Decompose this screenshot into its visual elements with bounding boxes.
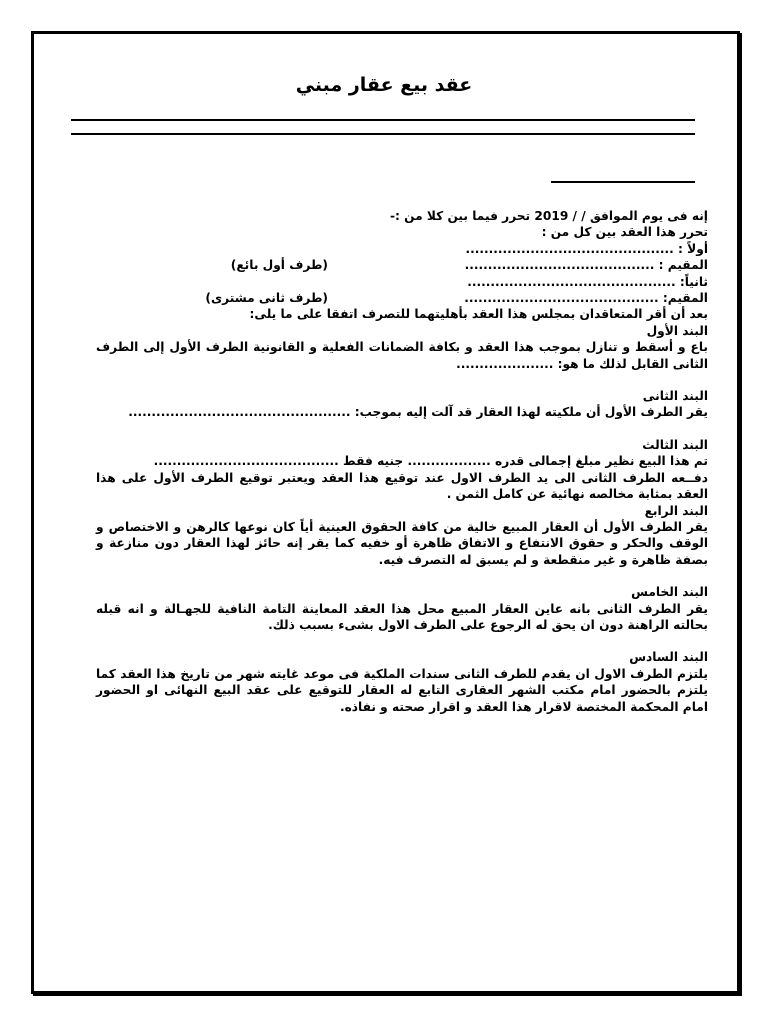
- first-party-residence: المقيم : .........................................: [464, 258, 708, 273]
- clause-5-heading: البند الخامس: [631, 585, 708, 600]
- clause-6-heading: البند السادس: [629, 650, 708, 665]
- first-party-label: أولاً : .............................................: [465, 241, 708, 256]
- title-divider-bottom: [71, 133, 695, 135]
- clause-3-price: تم هذا البيع نظير مبلغ إجمالى قدره .................. جنيه فقط ........................................: [153, 454, 708, 469]
- intro-line-2: تحرر هذا العقد بين كل من :: [541, 225, 708, 240]
- clause-4-heading: البند الرابع: [644, 503, 708, 518]
- second-party-role: (طرف ثانى مشترى): [205, 291, 328, 306]
- clause-5-text: يقر الطرف الثانى بانه عاين العقار المبيع محل هذا العقد المعاينة التامة النافية للجهـالة و انه قبله بحالته الراهنة دون ان يحق له الرجوع على الطرف الاول بشىء بسبب ذلك.: [96, 601, 708, 632]
- first-party-row: [96, 257, 708, 273]
- contract-body: [96, 208, 708, 715]
- second-party-row: [96, 290, 708, 306]
- clause-4-text: يقر الطرف الأول أن العقار المبيع خالية من كافة الحقوق العينية أياً كان نوعها كالرهن و الاختصاص و الوقف والحكر و حقوق الانتفاع و الاتفاق ظاهرة أو خفيه كما يقر إنه حائز لهذا العقار دون منازعة و بصفة ظاهرة و غير منقطعة و لم يسبق له التصرف فيه.: [96, 519, 708, 567]
- clause-3-text: دفــعه الطرف الثانى الى يد الطرف الاول عند توقيع هذا العقد ويعتبر توقيع الطرف الأول على هذا العقد بمثابة مخالصه نهائية عن كامل الثمن .: [96, 470, 708, 502]
- second-party-label: ثانياً: .............................................: [467, 274, 708, 289]
- clause-6-text: يلتزم الطرف الاول ان يقدم للطرف الثانى سندات الملكية فى موعد غايته شهر من تاريخ هذا العقد كما يلتزم بالحضور امام مكتب الشهر العقارى التابع له العقار للتوقيع على عقد البيع النهائى او الحضور امام المحكمة المختصة لاقرار هذا العقد و اقرار صحته و نفاذه.: [96, 666, 708, 714]
- clause-2-text: يقر الطرف الأول أن ملكيته لهذا العقار قد آلت إليه بموجب: ................................................: [128, 405, 708, 420]
- clause-1-text: باع و أسقط و تنازل بموجب هذا العقد و بكافة الضمانات الفعلية و القانونية الطرف الأول إلى الطرف الثانى القابل لذلك ما هو: .....................: [96, 340, 708, 371]
- document-title: عقد بيع عقار مبني: [295, 74, 473, 96]
- second-party-residence: المقيم: ..........................................: [464, 291, 708, 306]
- clause-2-heading: البند الثانى: [642, 389, 708, 404]
- clause-3-heading: البند الثالث: [642, 437, 708, 452]
- clause-1-heading: البند الأول: [646, 323, 708, 338]
- capacity-line: بعد أن أقر المتعاقدان بمجلس هذا العقد بأهليتهما للتصرف اتفقا على ما يلى:: [249, 307, 708, 322]
- first-party-role: (طرف أول بائع): [230, 258, 328, 273]
- short-divider: [551, 181, 695, 183]
- title-divider-top: [71, 119, 695, 121]
- intro-line-1: إنه فى يوم الموافق / / 2019 تحرر فيما بين كلا من :-: [389, 209, 708, 223]
